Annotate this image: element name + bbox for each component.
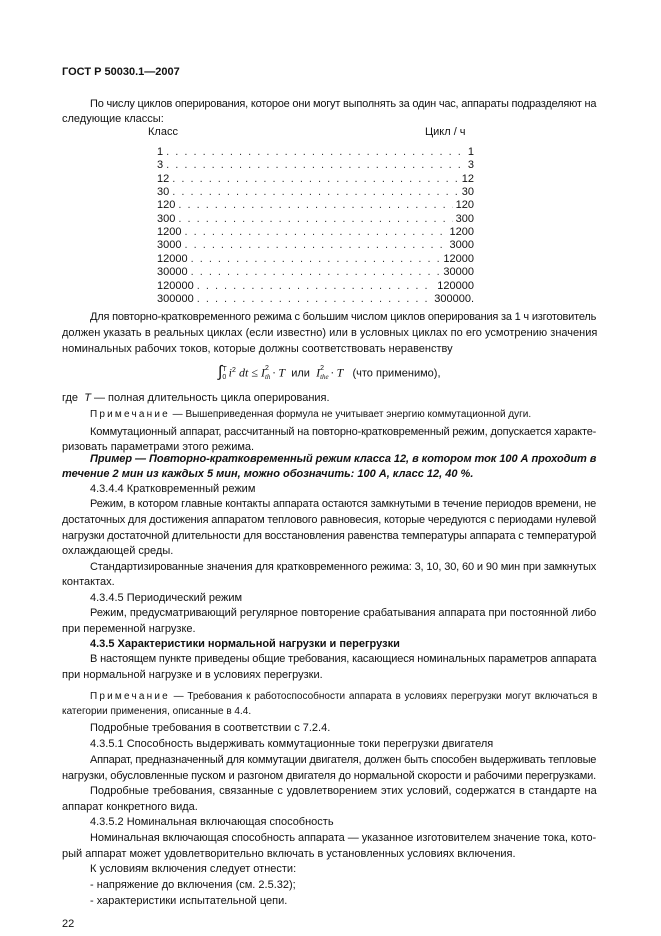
- note-label: Примечание: [90, 691, 170, 702]
- paragraph-line: Стандартизированные значения для кратковременного режима: 3, 10, 30, 60 и 90 мин при замкнутых: [90, 561, 597, 573]
- paragraph-line: контактах.: [62, 576, 115, 588]
- paragraph-line: Коммутационный аппарат, рассчитанный на повторно-кратковременный режим, допускается характе-: [90, 426, 597, 438]
- table-row: [157, 226, 474, 239]
- table-row: [157, 293, 474, 306]
- period-term: · T: [272, 365, 286, 380]
- current-symbol: I: [316, 365, 321, 380]
- cycles-value: 30: [461, 186, 474, 199]
- paragraph-line: Аппарат, предназначенный для коммутации двигателя, должен быть способен выдерживать тепловые: [90, 754, 597, 766]
- where-symbol: T: [84, 392, 91, 404]
- table-row: [157, 186, 474, 199]
- paragraph-line: В настоящем пункте приведены общие требования, касающиеся номинальных параметров аппарата: [90, 653, 597, 665]
- class-value: 300000: [157, 292, 194, 305]
- cycles-value: 120: [455, 199, 474, 212]
- current-symbol: I: [260, 365, 265, 380]
- paragraph-line: По числу циклов оперирования, которое они могут выполнять за один час, аппараты подразделяют на: [90, 98, 597, 110]
- where-line: [62, 392, 598, 405]
- table-header-class: Класс: [148, 126, 178, 138]
- period-term: · T: [330, 365, 344, 380]
- table-row: [157, 159, 474, 172]
- dot-leader: [166, 146, 465, 159]
- table-row: [157, 173, 474, 186]
- exponent: 2: [320, 365, 324, 373]
- note-2: [90, 690, 598, 703]
- dot-leader: [172, 173, 459, 186]
- table-row: [157, 199, 474, 212]
- dot-leader: [178, 213, 452, 226]
- class-value: 30: [157, 186, 170, 199]
- integral-lower: 0: [222, 373, 227, 381]
- where-prefix: где: [62, 392, 79, 404]
- example-line: Пример — Повторно-кратковременный режим класса 12, в котором ток 100 А проходит в: [90, 453, 597, 465]
- cycles-value: 1200: [449, 226, 474, 239]
- list-item: - характеристики испытательной цепи.: [90, 895, 288, 907]
- page-number: 22: [62, 918, 75, 930]
- or-word: или: [291, 367, 310, 380]
- paragraph-line: достаточных для достижения аппаратом теплового равновесия, которые чередуются с периодами нулевой: [62, 514, 597, 526]
- section-4-3-4-4: 4.3.4.4 Кратковременный режим: [90, 483, 256, 495]
- table-header-cycles: Цикл / ч: [425, 126, 466, 138]
- cycles-value: 3000: [449, 239, 474, 252]
- class-value: 30000: [157, 266, 188, 279]
- note-2-line-2: категории применения, описанные в 4.4.: [62, 706, 252, 717]
- paragraph-line: Для повторно-кратковременного режима с большим числом циклов оперирования за 1 ч изготовитель: [90, 311, 597, 323]
- cycles-value: 12000: [443, 252, 474, 265]
- table-row: [157, 266, 474, 279]
- subscript-the: the: [320, 373, 329, 382]
- subscript-th: th: [264, 373, 271, 382]
- table-row: [157, 213, 474, 226]
- formula-note: (что применимо),: [352, 367, 441, 380]
- paragraph-line: нагрузки, обусловленные пуском и разгоном двигателя до нормальной скорости и рабочими перегрузками.: [62, 770, 597, 782]
- integral-sign: ∫: [218, 363, 223, 381]
- table-row: [157, 253, 474, 266]
- inequality-formula: [218, 363, 441, 382]
- class-value: 120: [157, 199, 176, 212]
- dot-leader: [191, 253, 441, 266]
- note-text: — Вышеприведенная формула не учитывает энергию коммутационной дуги.: [172, 409, 532, 420]
- cycles-value: 30000: [443, 266, 474, 279]
- paragraph-line: Подробные требования, связанные с удовлетворением этих условий, содержатся в стандарте на: [90, 785, 597, 797]
- paragraph-line: должен указать в реальных циклах (если известно) или в условных циклах по его усмотрению значения: [62, 327, 598, 339]
- class-value: 1: [157, 146, 164, 158]
- paragraph-line: при нормальной нагрузке и в условиях перегрузки.: [62, 669, 323, 681]
- document-header: ГОСТ Р 50030.1—2007: [62, 66, 180, 78]
- paragraph-line: номинальных рабочих токов, которые должны соответствовать неравенству: [62, 343, 453, 355]
- paragraph-line: Номинальная включающая способность аппарата — указанное изготовителем значение тока, кото-: [90, 832, 597, 844]
- section-4-3-5-2: 4.3.5.2 Номинальная включающая способность: [90, 816, 334, 828]
- class-value: 120000: [157, 279, 194, 292]
- dot-leader: [197, 280, 435, 293]
- paragraph-line: Режим, предусматривающий регулярное повторение срабатывания аппарата при постоянной либо: [90, 607, 597, 619]
- paragraph-line: при переменной нагрузке.: [62, 623, 196, 635]
- cycles-value: 300000.: [434, 292, 474, 305]
- exponent: 2: [264, 365, 269, 373]
- note-1: [90, 408, 598, 421]
- paragraph-line: аппарат конкретного вида.: [62, 801, 198, 813]
- cycles-value: 3: [467, 159, 474, 172]
- class-value: 3000: [157, 239, 182, 252]
- integral-upper: T: [222, 365, 227, 373]
- class-value: 12: [157, 172, 170, 185]
- integrand: i: [228, 365, 233, 380]
- dot-leader: [191, 266, 441, 279]
- dot-leader: [178, 199, 452, 212]
- section-4-3-5-1: 4.3.5.1 Способность выдерживать коммутационные токи перегрузки двигателя: [90, 738, 494, 750]
- paragraph-line: ризовать параметрами этого режима.: [62, 441, 255, 453]
- dot-leader: [184, 239, 446, 252]
- paragraph-line: Режим, в котором главные контакты аппарата остаются замкнутыми в течение периодов времени, не: [90, 498, 597, 510]
- dot-leader: [172, 186, 459, 199]
- cycles-value: 12: [461, 172, 474, 185]
- cycles-value: 1: [467, 146, 474, 158]
- dot-leader: [197, 293, 432, 306]
- section-4-3-4-5: 4.3.4.5 Периодический режим: [90, 592, 243, 604]
- paragraph-line: охлаждающей среды.: [62, 545, 174, 557]
- cycles-value: 300: [455, 212, 474, 225]
- cycles-value: 120000: [437, 279, 474, 292]
- where-text: — полная длительность цикла оперирования.: [93, 392, 330, 404]
- class-value: 3: [157, 159, 164, 172]
- dot-leader: [184, 226, 446, 239]
- note-label: Примечание: [90, 409, 170, 420]
- table-row: [157, 146, 474, 159]
- list-item: - напряжение до включения (см. 2.5.32);: [90, 879, 296, 891]
- exponent: 2: [232, 367, 236, 374]
- table-row: [157, 280, 474, 293]
- section-4-3-5-heading: 4.3.5 Характеристики нормальной нагрузки и перегрузки: [90, 638, 400, 650]
- example-line: течение 2 мин из каждых 5 мин, можно обозначить: 100 А, класс 12, 40 %.: [62, 468, 474, 480]
- dot-leader: [166, 159, 465, 172]
- note-text: — Требования к работоспособности аппарата в условиях перегрузки могут включаться в: [173, 691, 598, 702]
- paragraph-line: следующие классы:: [62, 113, 164, 125]
- class-value: 300: [157, 212, 176, 225]
- paragraph-line: рый аппарат может удовлетворительно включать в установленных условиях включения.: [62, 848, 516, 860]
- paragraph-line: Подробные требования в соответствии с 7.2.4.: [90, 722, 331, 734]
- paragraph-line: К условиям включения следует отнести:: [90, 863, 297, 875]
- class-value: 12000: [157, 252, 188, 265]
- table-row: [157, 239, 474, 252]
- class-value: 1200: [157, 226, 182, 239]
- dt: dt ≤: [238, 365, 258, 380]
- paragraph-line: нагрузки достаточной длительности для восстановления равенства температуры аппарата с температурой: [62, 530, 597, 542]
